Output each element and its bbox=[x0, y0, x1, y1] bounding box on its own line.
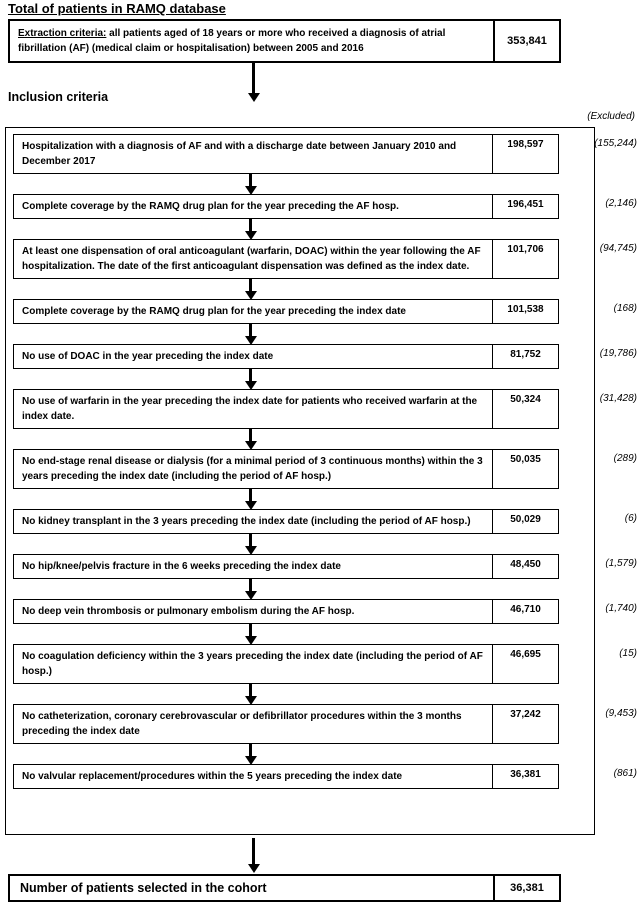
excluded-count: (6) bbox=[624, 513, 637, 524]
criterion-row bbox=[13, 554, 637, 579]
excluded-count: (9,453) bbox=[605, 708, 637, 719]
criterion-text: Hospitalization with a diagnosis of AF and with a discharge date between January 2010 and December 2017 bbox=[22, 141, 457, 167]
down-arrow bbox=[249, 684, 252, 696]
down-arrow bbox=[249, 579, 252, 591]
criterion-row bbox=[13, 764, 637, 789]
extraction-box bbox=[8, 19, 561, 63]
excluded-count: (168) bbox=[613, 303, 637, 314]
criterion-count: 46,710 bbox=[492, 600, 558, 623]
criterion-text: No coagulation deficiency within the 3 years preceding the index date (including the period of AF hosp.) bbox=[22, 651, 483, 677]
criterion-text: No use of warfarin in the year preceding the index date for patients who received warfarin at the index date. bbox=[22, 396, 478, 422]
criterion-count: 101,538 bbox=[492, 300, 558, 323]
criterion-text: No end-stage renal disease or dialysis (for a minimal period of 3 continuous months) within the 3 years preceding the index date (including the period of AF hosp.) bbox=[22, 456, 483, 482]
criterion-row bbox=[13, 644, 637, 684]
extraction-description: all patients aged of 18 years or more who received a diagnosis of atrial fibrillation (AF) (medical claim or hospitalisation) between 2005 and 2016 bbox=[18, 28, 446, 54]
criterion-row bbox=[13, 344, 637, 369]
down-arrow bbox=[252, 838, 255, 864]
excluded-count: (861) bbox=[613, 768, 637, 779]
criterion-text: No kidney transplant in the 3 years preceding the index date (including the period of AF hosp.) bbox=[22, 516, 471, 527]
criterion-row bbox=[13, 134, 637, 174]
final-label: Number of patients selected in the cohort bbox=[20, 881, 267, 895]
page-title: Total of patients in RAMQ database bbox=[8, 1, 226, 16]
extraction-label: Extraction criteria: bbox=[18, 28, 107, 39]
section-title-inclusion: Inclusion criteria bbox=[8, 90, 109, 104]
criterion-row bbox=[13, 599, 637, 624]
criterion-row bbox=[13, 704, 637, 744]
criterion-count: 48,450 bbox=[492, 555, 558, 578]
extraction-count: 353,841 bbox=[493, 21, 559, 61]
down-arrow bbox=[249, 534, 252, 546]
down-arrow bbox=[249, 429, 252, 441]
criterion-row bbox=[13, 449, 637, 489]
criterion-row bbox=[13, 299, 637, 324]
criterion-count: 81,752 bbox=[492, 345, 558, 368]
excluded-count: (1,579) bbox=[605, 558, 637, 569]
criterion-row bbox=[13, 194, 637, 219]
final-box bbox=[8, 874, 561, 902]
down-arrow bbox=[252, 63, 255, 93]
criterion-text: Complete coverage by the RAMQ drug plan for the year preceding the index date bbox=[22, 306, 406, 317]
excluded-count: (15) bbox=[619, 648, 637, 659]
criterion-count: 198,597 bbox=[492, 135, 558, 173]
down-arrow bbox=[249, 624, 252, 636]
excluded-count: (1,740) bbox=[605, 603, 637, 614]
excluded-count: (31,428) bbox=[599, 393, 637, 404]
excluded-count: (19,786) bbox=[599, 348, 637, 359]
criterion-count: 50,029 bbox=[492, 510, 558, 533]
excluded-count: (289) bbox=[613, 453, 637, 464]
excluded-count: (94,745) bbox=[599, 243, 637, 254]
criterion-row bbox=[13, 509, 637, 534]
criterion-count: 36,381 bbox=[492, 765, 558, 788]
extraction-text bbox=[10, 21, 493, 61]
criterion-text: Complete coverage by the RAMQ drug plan for the year preceding the AF hosp. bbox=[22, 201, 399, 212]
criterion-count: 196,451 bbox=[492, 195, 558, 218]
inclusion-outer-box bbox=[5, 127, 637, 835]
down-arrow bbox=[249, 744, 252, 756]
criterion-text: No deep vein thrombosis or pulmonary embolism during the AF hosp. bbox=[22, 606, 355, 617]
criterion-count: 46,695 bbox=[492, 645, 558, 683]
excluded-header: (Excluded) bbox=[587, 111, 635, 122]
final-count: 36,381 bbox=[493, 876, 559, 900]
criterion-text: No hip/knee/pelvis fracture in the 6 weeks preceding the index date bbox=[22, 561, 341, 572]
criterion-text: No use of DOAC in the year preceding the index date bbox=[22, 351, 274, 362]
excluded-count: (2,146) bbox=[605, 198, 637, 209]
down-arrow bbox=[249, 369, 252, 381]
criterion-count: 50,035 bbox=[492, 450, 558, 488]
criterion-count: 37,242 bbox=[492, 705, 558, 743]
criterion-text: No valvular replacement/procedures within the 5 years preceding the index date bbox=[22, 771, 403, 782]
criterion-count: 50,324 bbox=[492, 390, 558, 428]
down-arrow bbox=[249, 324, 252, 336]
criterion-row bbox=[13, 389, 637, 429]
down-arrow bbox=[249, 489, 252, 501]
criterion-count: 101,706 bbox=[492, 240, 558, 278]
criterion-row bbox=[13, 239, 637, 279]
down-arrow bbox=[249, 279, 252, 291]
excluded-count: (155,244) bbox=[594, 138, 637, 149]
criterion-text: No catheterization, coronary cerebrovascular or defibrillator procedures within the 3 months preceding the index date bbox=[22, 711, 462, 737]
criterion-text: At least one dispensation of oral anticoagulant (warfarin, DOAC) within the year following the AF hospitalization. The date of the first anticoagulant dispensation was defined as the index date. bbox=[22, 246, 481, 272]
down-arrow bbox=[249, 219, 252, 231]
down-arrow bbox=[249, 174, 252, 186]
